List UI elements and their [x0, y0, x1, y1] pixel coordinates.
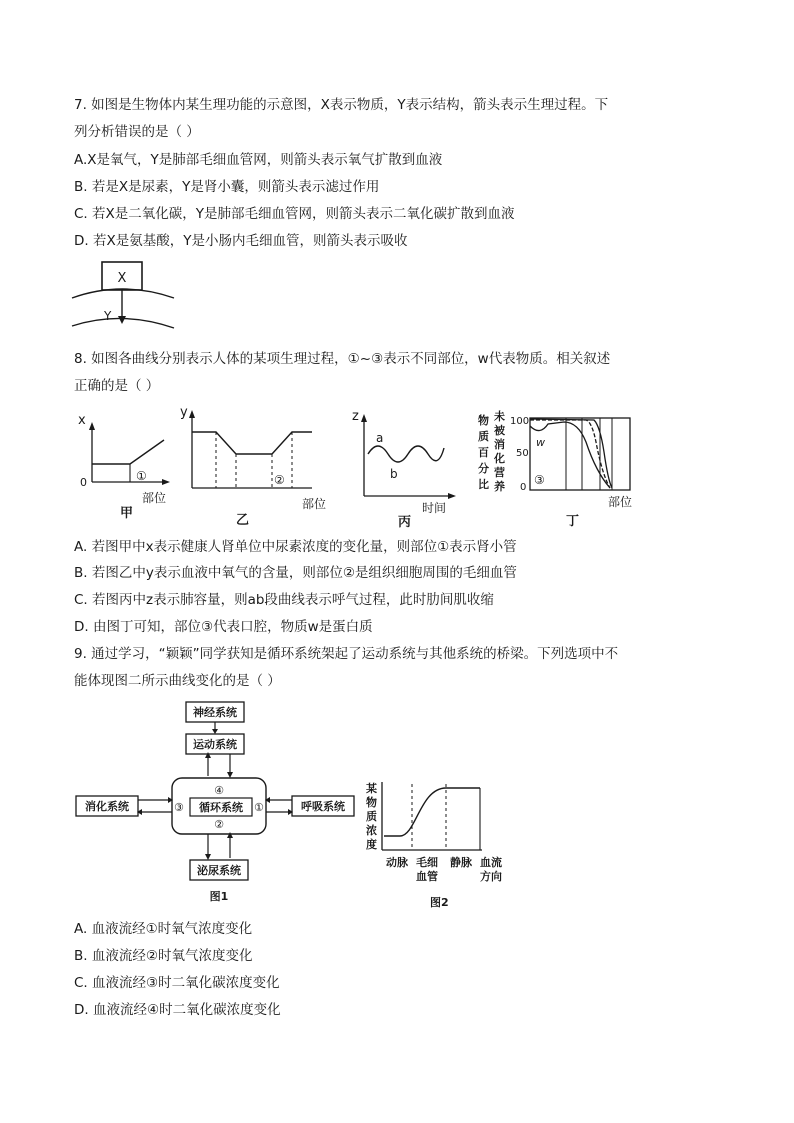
q8-fig-bing — [348, 404, 460, 528]
q8-stem-line2: 正确的是（ ） — [74, 378, 160, 394]
q8-ding-ylabel-right — [493, 409, 506, 493]
q8-stem-line1: 8. 如图各曲线分别表示人体的某项生理过程，①~③表示不同部位，w代表物质。相关叙述 — [74, 351, 611, 367]
q8-jia-axis-y: x — [78, 413, 86, 428]
svg-text:度: 度 — [366, 838, 377, 851]
q7-stem-line2: 列分析错误的是（ ） — [74, 124, 200, 140]
q9-option-b: B. 血液流经②时氧气浓度变化 — [74, 948, 253, 964]
q9-fig1-m4: ④ — [214, 784, 224, 797]
q8-ding-tick-50: 50 — [516, 448, 529, 459]
q8-option-d: D. 由图丁可知，部位③代表口腔，物质w是蛋白质 — [74, 619, 373, 635]
q8-ding-frame — [530, 418, 630, 490]
q9-fig2-curve — [384, 788, 480, 836]
q9-fig1-caption: 图1 — [209, 890, 229, 903]
svg-text:化: 化 — [494, 452, 505, 465]
q9-fig1-circulatory: 循环系统 — [199, 801, 243, 814]
q9-fig1-respiratory: 呼吸系统 — [301, 800, 345, 813]
svg-text:百: 百 — [478, 446, 489, 459]
q9-fig2-x-flow-1: 血流 — [480, 856, 502, 869]
q7-stem-line1: 7. 如图是生物体内某生理功能的示意图，X表示物质，Y表示结构，箭头表示生理过程。下 — [74, 97, 609, 113]
q8-ding-tick-0: 0 — [520, 482, 527, 493]
q8-jia-caption: 甲 — [120, 506, 134, 521]
q8-bing-axis-y: z — [352, 409, 359, 424]
q9-option-a: A. 血液流经①时氧气浓度变化 — [74, 921, 253, 937]
q7-option-b: B. 若是X是尿素，Y是肾小囊，则箭头表示滤过作用 — [74, 179, 380, 195]
q8-jia-zero: 0 — [80, 476, 87, 489]
q9-fig2-x-capillary-2: 血管 — [416, 870, 438, 883]
q9-fig1-urinary: 泌尿系统 — [197, 864, 241, 877]
q7-y-label: Y — [104, 309, 112, 323]
svg-text:被: 被 — [494, 424, 505, 437]
svg-text:消: 消 — [494, 438, 505, 451]
q8-jia-curve — [92, 440, 164, 464]
q9-fig2 — [364, 778, 514, 910]
q8-option-c: C. 若图丙中z表示肺容量，则ab段曲线表示呼气过程，此时肋间肌收缩 — [74, 592, 494, 608]
svg-text:比: 比 — [478, 478, 489, 491]
q8-bing-wave — [368, 446, 444, 462]
q8-bing-axis-x: 时间 — [422, 501, 447, 515]
q9-fig1-m1: ① — [254, 801, 264, 814]
svg-text:未: 未 — [494, 410, 505, 423]
q8-ding-caption: 丁 — [566, 514, 580, 529]
q7-option-a: A.X是氧气，Y是肺部毛细血管网，则箭头表示氧气扩散到血液 — [74, 152, 443, 168]
q9-fig2-caption: 图2 — [430, 896, 449, 909]
q9-fig2-x-vein: 静脉 — [450, 856, 472, 869]
q8-bing-label-a: a — [376, 431, 384, 445]
q9-fig2-ylabel — [365, 781, 377, 851]
q7-x-label: X — [117, 271, 127, 286]
q8-bing-caption: 丙 — [398, 515, 412, 530]
q8-yi-axis-x: 部位 — [302, 497, 327, 511]
q8-yi-marker: ② — [274, 473, 285, 487]
q9-fig1-motor: 运动系统 — [193, 738, 237, 751]
q9-option-c: C. 血液流经③时二氧化碳浓度变化 — [74, 975, 280, 991]
svg-text:养: 养 — [494, 480, 505, 493]
q8-ding-ylabel-left — [478, 413, 489, 491]
q8-ding-w: w — [536, 436, 545, 449]
q8-yi-curve — [192, 432, 312, 454]
svg-text:某: 某 — [366, 782, 377, 795]
q9-fig1-m2: ② — [214, 818, 224, 831]
q7-option-c: C. 若X是二氧化碳，Y是肺部毛细血管网，则箭头表示二氧化碳扩散到血液 — [74, 206, 515, 222]
svg-text:浓: 浓 — [366, 824, 377, 837]
q9-fig2-x-capillary-1: 毛细 — [416, 856, 438, 869]
svg-text:营: 营 — [494, 466, 505, 479]
q9-stem-line1: 9. 通过学习，“颖颖”同学获知是循环系统架起了运动系统与其他系统的桥梁。下列选项中不 — [74, 646, 619, 662]
q9-fig2-x-flow-2: 方向 — [480, 870, 502, 883]
q8-bing-label-b: b — [390, 467, 398, 481]
q8-jia-axis-x: 部位 — [142, 491, 167, 505]
q8-fig-yi — [176, 400, 336, 528]
q9-fig2-x-artery: 动脉 — [386, 856, 408, 869]
q8-fig-jia — [74, 404, 174, 520]
q7-arrow-head — [118, 316, 126, 324]
q8-ding-axis-x: 部位 — [608, 495, 633, 509]
q8-ding-tick-100: 100 — [510, 416, 530, 427]
q9-fig1-m3: ③ — [174, 801, 184, 814]
svg-text:物: 物 — [366, 796, 377, 809]
q7-option-d: D. 若X是氨基酸，Y是小肠内毛细血管，则箭头表示吸收 — [74, 233, 408, 249]
q7-figure — [70, 258, 180, 348]
q8-yi-axis-y: y — [180, 405, 188, 420]
q9-stem-line2: 能体现图二所示曲线变化的是（ ） — [74, 673, 281, 689]
svg-text:物: 物 — [478, 414, 489, 427]
q9-fig1-digestive: 消化系统 — [85, 800, 129, 813]
q9-option-d: D. 血液流经④时二氧化碳浓度变化 — [74, 1002, 281, 1018]
svg-text:质: 质 — [366, 810, 377, 823]
svg-text:分: 分 — [478, 462, 489, 475]
q8-option-a: A. 若图甲中x表示健康人肾单位中尿素浓度的变化量，则部位①表示肾小管 — [74, 539, 517, 555]
q9-fig1-nervous: 神经系统 — [193, 706, 237, 719]
q8-ding-marker: ③ — [534, 473, 545, 487]
q8-option-b: B. 若图乙中y表示血液中氧气的含量，则部位②是组织细胞周围的毛细血管 — [74, 565, 517, 581]
q8-fig-ding — [474, 412, 644, 532]
svg-text:质: 质 — [478, 430, 489, 443]
q8-yi-caption: 乙 — [236, 513, 250, 528]
q9-fig1 — [74, 700, 364, 910]
q8-jia-marker: ① — [136, 469, 147, 483]
